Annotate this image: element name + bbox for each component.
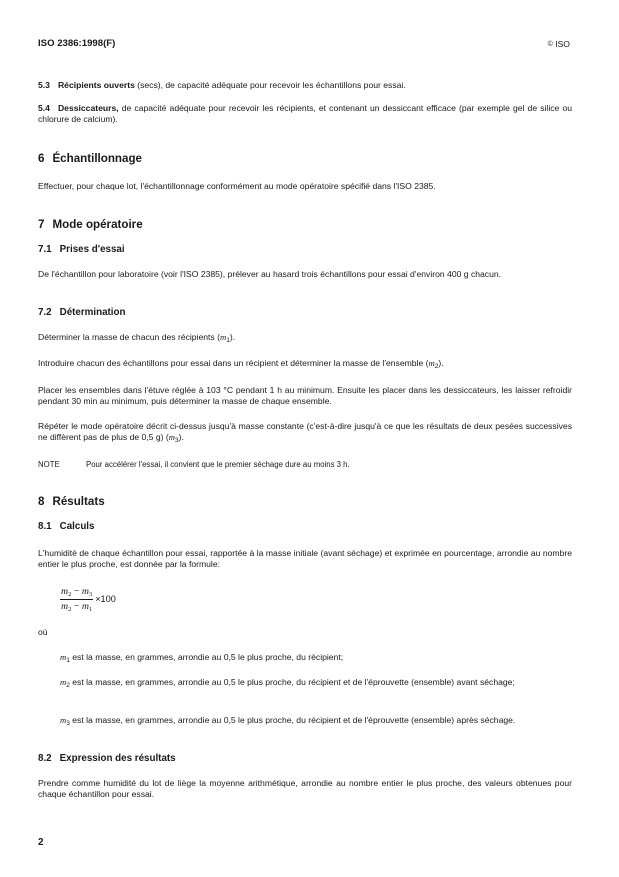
section-title: Résultats bbox=[52, 495, 105, 508]
clause-number: 7.2 bbox=[38, 307, 52, 318]
definition-variable: m bbox=[60, 652, 67, 662]
standard-identifier: ISO 2386:1998(F) bbox=[38, 38, 116, 49]
definition-item bbox=[60, 652, 572, 663]
note-text: Pour accélérer l'essai, il convient que le premier séchage dure au moins 3 h. bbox=[86, 460, 350, 469]
definition-subscript: 2 bbox=[66, 682, 70, 689]
copyright-org: ISO bbox=[555, 39, 570, 49]
clause-5-3 bbox=[38, 80, 572, 91]
formula-var: m bbox=[61, 600, 69, 612]
moisture-formula bbox=[60, 586, 116, 613]
definition-variable: m bbox=[60, 715, 67, 725]
clause-7-2-paragraph-3: Placer les ensembles dans l'étuve réglée à 103 °C pendant 1 h au minimum. Ensuite les placer dans les dessiccateurs, les laisser refroidir pendant 30 min au minimum, puis déterminer la masse de chaque ensemble. bbox=[38, 385, 572, 406]
clause-7-1-heading bbox=[38, 244, 125, 255]
definition-variable: m bbox=[60, 677, 67, 687]
formula-numerator bbox=[60, 586, 93, 598]
formula-var: m bbox=[81, 586, 89, 597]
clause-8-2-heading bbox=[38, 753, 176, 764]
section-number: 6 bbox=[38, 152, 45, 165]
section-6-heading bbox=[38, 152, 142, 165]
formula-fraction bbox=[60, 586, 93, 613]
formula-minus: − bbox=[71, 600, 82, 612]
variable: m bbox=[168, 432, 175, 442]
definition-text: est la masse, en grammes, arrondie au 0,5 le plus proche, du récipient et de l'éprouvette (ensemble) après séchage. bbox=[72, 715, 516, 725]
clause-7-2-paragraph-2 bbox=[38, 358, 572, 369]
section-6-text: Effectuer, pour chaque lot, l'échantillonnage conformément au mode opératoire spécifié dans l'ISO 2385. bbox=[38, 181, 436, 191]
variable-subscript: 2 bbox=[434, 363, 439, 370]
clause-title: Récipients ouverts bbox=[57, 80, 135, 90]
fraction-bar bbox=[60, 599, 93, 600]
copyright-symbol: © bbox=[547, 41, 553, 48]
copyright-notice bbox=[548, 39, 570, 49]
clause-title: Calculs bbox=[59, 521, 95, 532]
formula-sub: 2 bbox=[68, 591, 72, 598]
clause-number: 8.1 bbox=[38, 521, 52, 532]
page-number: 2 bbox=[38, 837, 44, 848]
clause-number: 5.4 bbox=[38, 103, 50, 113]
clause-number: 8.2 bbox=[38, 753, 52, 764]
section-title: Échantillonnage bbox=[52, 152, 142, 165]
paragraph-end: ). bbox=[438, 358, 444, 368]
section-title: Mode opératoire bbox=[52, 218, 143, 231]
section-number: 8 bbox=[38, 495, 45, 508]
definition-item bbox=[60, 715, 572, 726]
formula-denominator bbox=[60, 601, 93, 613]
clause-8-2-text: Prendre comme humidité du lot de liège la moyenne arithmétique, arrondie au nombre entier le plus proche, des valeurs obtenues pour chaque échantillon pour essai. bbox=[38, 778, 572, 799]
where-label: où bbox=[38, 627, 48, 637]
formula-multiplier: ×100 bbox=[95, 594, 116, 605]
definition-text: est la masse, en grammes, arrondie au 0,5 le plus proche, du récipient et de l'éprouvette (ensemble) avant séchage; bbox=[72, 677, 515, 687]
paragraph-end: ). bbox=[229, 332, 236, 342]
clause-7-1-text: De l'échantillon pour laboratoire (voir l'ISO 2385), prélever au hasard trois échantillons pour essai d'environ 400 g chacun. bbox=[38, 269, 502, 279]
paragraph-text: Répéter le mode opératoire décrit ci-dessus jusqu'à masse constante (c'est-à-dire jusqu'à ce que les résultats de deux pesées successives ne diffèrent pas de plus de 0,5 g) ( bbox=[38, 421, 572, 442]
clause-title: Prises d'essai bbox=[59, 244, 125, 255]
note-label: NOTE bbox=[38, 460, 60, 469]
section-7-heading bbox=[38, 218, 143, 231]
clause-text: (secs), de capacité adéquate pour recevoir les échantillons pour essai. bbox=[134, 80, 406, 90]
clause-8-1-heading bbox=[38, 521, 94, 532]
formula-minus: − bbox=[71, 586, 82, 597]
formula-var: m bbox=[61, 586, 69, 597]
paragraph-text: Introduire chacun des échantillons pour essai dans un récipient et déterminer la masse de l'ensemble ( bbox=[38, 358, 429, 368]
section-number: 7 bbox=[38, 218, 45, 231]
variable: m bbox=[219, 332, 227, 342]
clause-8-1-text: L'humidité de chaque échantillon pour essai, rapportée à la masse initiale (avant séchage) et exprimée en pourcentage, arrondie au nombre entier le plus proche, est donnée par la formule: bbox=[38, 548, 572, 569]
formula-var: m bbox=[81, 600, 89, 612]
variable-subscript: 1 bbox=[226, 337, 230, 344]
definition-subscript: 3 bbox=[66, 720, 70, 727]
clause-title: Dessiccateurs, bbox=[57, 103, 119, 113]
clause-title: Expression des résultats bbox=[59, 753, 176, 764]
definition-item bbox=[60, 677, 572, 688]
formula-sub: 1 bbox=[88, 605, 93, 613]
clause-7-2-heading bbox=[38, 307, 126, 318]
definition-text: est la masse, en grammes, arrondie au 0,5 le plus proche, du récipient; bbox=[72, 652, 344, 662]
clause-text: de capacité adéquate pour recevoir les récipients, et contenant un dessiccant efficace (par exemple gel de silice ou chlorure de calcium). bbox=[38, 103, 572, 124]
clause-number: 7.1 bbox=[38, 244, 52, 255]
definition-subscript: 1 bbox=[66, 657, 70, 664]
formula-sub: 2 bbox=[68, 605, 72, 613]
section-8-heading bbox=[38, 495, 105, 508]
clause-7-2-paragraph-4 bbox=[38, 421, 572, 443]
clause-5-4 bbox=[38, 103, 572, 125]
paragraph-text: Déterminer la masse de chacun des récipients ( bbox=[38, 332, 220, 342]
clause-number: 5.3 bbox=[38, 80, 50, 90]
variable: m bbox=[428, 358, 435, 368]
clause-title: Détermination bbox=[59, 307, 126, 318]
formula-sub: 3 bbox=[88, 591, 93, 598]
paragraph-end: ). bbox=[178, 432, 184, 442]
variable-subscript: 3 bbox=[174, 437, 179, 444]
clause-7-2-paragraph-1 bbox=[38, 332, 572, 343]
